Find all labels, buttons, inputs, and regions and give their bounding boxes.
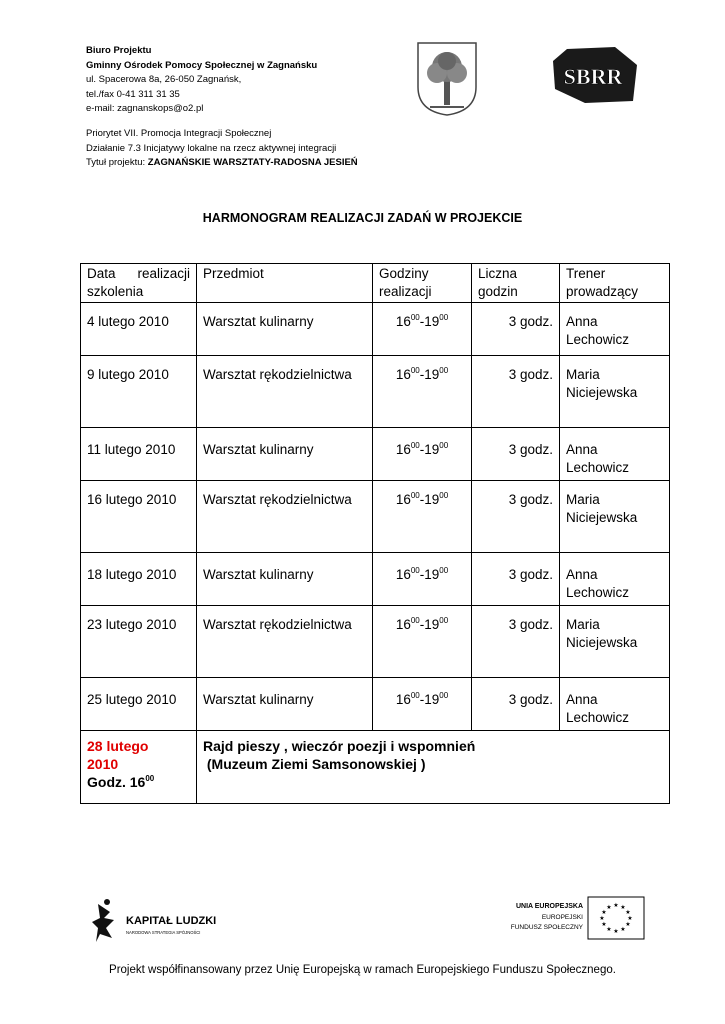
table-row — [81, 553, 670, 606]
time-range-cell: $16^{00}-19^{00}$ — [373, 303, 472, 356]
svg-text:★: ★ — [625, 909, 631, 916]
subject-cell: Warsztat rękodzielnictwa — [197, 356, 373, 428]
time-range-cell: $16^{00}-19^{00}$ — [373, 428, 472, 481]
hours-count-cell: 3 godz. — [472, 553, 560, 606]
hours-count-cell: 3 godz. — [472, 356, 560, 428]
table-header-row — [81, 264, 670, 303]
final-date-line1: 28 lutego — [87, 738, 149, 754]
street-address: ul. Spacerowa 8a, 26-050 Zagnańsk, — [86, 74, 242, 85]
svg-text:★: ★ — [627, 915, 633, 922]
table-row — [81, 678, 670, 731]
time-range-cell: $16^{00}-19^{00}$ — [373, 678, 472, 731]
trainer-cell: Maria Niciejewska — [560, 356, 670, 428]
table-row-final-event — [81, 731, 670, 804]
office-name: Biuro Projektu — [86, 45, 152, 56]
final-event-line1: Rajd pieszy , wieczór poezji i wspomnień — [203, 738, 476, 754]
date-cell: 4 lutego 2010 — [81, 303, 197, 356]
subject-cell: Warsztat kulinarny — [197, 678, 373, 731]
trainer-cell: Anna Lechowicz — [560, 303, 670, 356]
header-hours-count: Liczna godzin — [472, 264, 560, 303]
svg-text:★: ★ — [601, 909, 607, 916]
table-row — [81, 481, 670, 553]
priority: Priorytet VII. Promocja Integracji Społecznej — [86, 128, 272, 139]
svg-text:★: ★ — [620, 926, 626, 933]
eu-line3: FUNDUSZ SPOŁECZNY — [510, 924, 583, 931]
final-date-line2: 2010 — [87, 756, 119, 772]
time-range-cell: $16^{00}-19^{00}$ — [373, 553, 472, 606]
date-cell: 23 lutego 2010 — [81, 606, 197, 678]
email: e-mail: zagnanskops@o2.pl — [86, 103, 204, 114]
svg-text:★: ★ — [606, 926, 612, 933]
subject-cell: Warsztat rękodzielnictwa — [197, 606, 373, 678]
subject-cell: Warsztat rękodzielnictwa — [197, 481, 373, 553]
header-trainer: Trener prowadzący — [560, 264, 670, 303]
kapital-ludzki-logo-icon — [92, 898, 232, 946]
final-time: Godz. $16^{00}$ — [87, 774, 155, 790]
svg-text:★: ★ — [599, 915, 605, 922]
eu-logo-icon — [497, 896, 647, 946]
svg-text:★: ★ — [601, 921, 607, 928]
kapital-subtext: NARODOWA STRATEGIA SPÓJNOŚCI — [126, 930, 201, 935]
svg-text:★: ★ — [625, 921, 631, 928]
municipal-crest-icon — [416, 41, 478, 117]
svg-text:★: ★ — [613, 928, 619, 935]
institution-name: Gminny Ośrodek Pomocy Społecznej w Zagnańsku — [86, 59, 318, 71]
subject-cell: Warsztat kulinarny — [197, 428, 373, 481]
subject-cell: Warsztat kulinarny — [197, 553, 373, 606]
final-date-cell — [81, 731, 197, 804]
trainer-cell: Maria Niciejewska — [560, 606, 670, 678]
page-title: HARMONOGRAM REALIZACJI ZADAŃ W PROJEKCIE — [202, 211, 523, 225]
table-row — [81, 356, 670, 428]
svg-text:★: ★ — [613, 902, 619, 909]
hours-count-cell: 3 godz. — [472, 481, 560, 553]
trainer-cell: Maria Niciejewska — [560, 481, 670, 553]
sbrr-logo-icon — [545, 45, 641, 105]
hours-count-cell: 3 godz. — [472, 303, 560, 356]
kapital-text: KAPITAŁ LUDZKI — [126, 915, 217, 927]
time-range-cell: $16^{00}-19^{00}$ — [373, 356, 472, 428]
table-row — [81, 303, 670, 356]
footer-note: Projekt współfinansowany przez Unię Europejską w ramach Europejskiego Funduszu Społecznego. — [109, 964, 616, 976]
trainer-cell: Anna Lechowicz — [560, 553, 670, 606]
date-cell: 25 lutego 2010 — [81, 678, 197, 731]
date-cell: 9 lutego 2010 — [81, 356, 197, 428]
phone-fax: tel./fax 0-41 311 31 35 — [86, 88, 180, 100]
office-address-block — [86, 44, 317, 117]
trainer-cell: Anna Lechowicz — [560, 678, 670, 731]
subject-cell: Warsztat kulinarny — [197, 303, 373, 356]
schedule-table — [80, 263, 670, 804]
hours-count-cell: 3 godz. — [472, 428, 560, 481]
time-range-cell: $16^{00}-19^{00}$ — [373, 606, 472, 678]
table-row — [81, 428, 670, 481]
date-cell: 11 lutego 2010 — [81, 428, 197, 481]
measure: Działanie 7.3 Inicjatywy lokalne na rzecz aktywnej integracji — [86, 142, 337, 154]
time-range-cell: $16^{00}-19^{00}$ — [373, 481, 472, 553]
hours-count-cell: 3 godz. — [472, 606, 560, 678]
svg-text:★: ★ — [606, 904, 612, 911]
eu-line1: UNIA EUROPEJSKA — [515, 903, 583, 910]
svg-text:★: ★ — [620, 904, 626, 911]
trainer-cell: Anna Lechowicz — [560, 428, 670, 481]
eu-line2: EUROPEJSKI — [541, 914, 583, 921]
header-hours-range: Godziny realizacji — [373, 264, 472, 303]
date-cell: 18 lutego 2010 — [81, 553, 197, 606]
header-date: Data realizacji szkolenia — [81, 264, 197, 303]
header-subject: Przedmiot — [197, 264, 373, 303]
sbrr-text: SBRR — [563, 64, 623, 89]
hours-count-cell: 3 godz. — [472, 678, 560, 731]
project-info-block — [86, 127, 358, 171]
date-cell: 16 lutego 2010 — [81, 481, 197, 553]
final-event-line2: (Muzeum Ziemi Samsonowskiej ) — [203, 756, 426, 772]
table-row — [81, 606, 670, 678]
project-title: Tytuł projektu: ZAGNAŃSKIE WARSZTATY-RADOSNA JESIEŃ — [86, 157, 358, 168]
final-event-cell — [197, 731, 670, 804]
